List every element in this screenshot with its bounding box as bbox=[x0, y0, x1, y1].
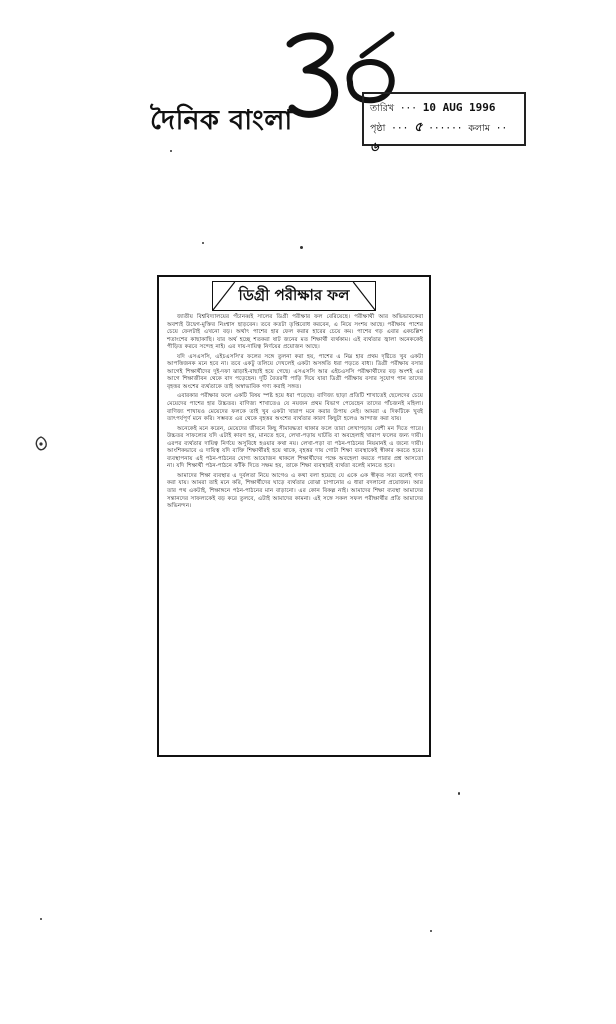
article-paragraph: আমাদের শিক্ষা ব্যবস্থার এ দুর্বলতা নিয়ে আগেও এ কথা বলা হয়েছে যে একে এক স্বীকৃত সত্য বলেই গণ্য করা যায়। আমরা তাই মনে করি, শিক্ষার্থীদের ঘাড়ে ব্যর্থতার বোঝা চাপানোর এ ধারা বদলানো প্রয়োজন। আর তার পথ একটাই, শিক্ষাঙ্গনে পঠন-পাঠনের মান বাড়ানো। এর কোন বিকল্প নাই। আমাদের শিক্ষা ব্যবস্থা আমাদের সন্তানদের সাফল্যকেই বড় করে তুলবে, এটাই আমাদের কামনা। এই সঙ্গে সকল সফল পরীক্ষার্থীর প্রতি আমাদের অভিনন্দন। bbox=[167, 472, 423, 510]
stamp-column-label: কলাম bbox=[468, 123, 491, 134]
headline-box bbox=[212, 281, 376, 311]
scan-speck bbox=[40, 918, 42, 920]
article-paragraph: অনেকেই মনে করেন, মেয়েদের জীবনে কিছু সীমাবদ্ধতা থাকার ফলে তারা লেখাপড়ায় বেশী মন দিতে পারে। উচ্চতর সাফল্যের যদি এটাই কারণ হয়, মানতে হবে, লেখা-পড়ায় ঘাটতি বা অবহেলাই খারাপ ফলের জন্য দায়ী। এরপর ব্যর্থতার দায়িত্ব নির্ণয়ে অসুবিধে হওয়ার কথা নয়। লেখা-পড়া বা পঠন-পাঠনের নিয়মানই এ জন্যে দায়ী। আংশিকভাবে এ দায়িত্ব যদি ব্যক্তি শিক্ষার্থীরই হয়ে থাকে, বৃহত্তর দায় গোটা শিক্ষা ব্যবস্থাকেই স্বীকার করতে হবে। ব্যবস্থাপনায় এই পঠন-পাঠনের যোগ্য আয়োজন থাকলে শিক্ষার্থীদের পক্ষে অবহেলা করতে পারার প্রশ্ন আসতো না। যদি শিক্ষার্থী পঠন-পাঠনে ফাঁকি দিতে সক্ষম হয়, তাকে শিক্ষা ব্যবস্থারই ব্যর্থতা বলেই মানতে হবে। bbox=[167, 425, 423, 470]
stamp-page-label: পৃষ্ঠা bbox=[370, 123, 386, 134]
article-body bbox=[159, 311, 429, 511]
stamp-date-row: তারিখ ··· 10 AUG 1996 bbox=[370, 101, 496, 114]
scan-edge-mark bbox=[34, 436, 48, 452]
scan-speck bbox=[170, 150, 172, 152]
scan-speck bbox=[300, 246, 303, 249]
scan-speck bbox=[430, 930, 432, 932]
stamp-page-value: ৫ bbox=[414, 120, 423, 135]
stamp-date-value: 10 AUG 1996 bbox=[422, 101, 496, 114]
scan-speck bbox=[202, 242, 204, 244]
editorial-clipping bbox=[157, 275, 431, 757]
article-headline: ডিগ্রী পরীক্ষার ফল bbox=[238, 286, 350, 304]
article-paragraph: যদি এসএসসি, এইচএসসি'র ফলের সঙ্গে তুলনা করা হয়, পাশের এ নিম্ন হার প্রথম দৃষ্টিতে খুব একটা আপত্তিজনক মনে হবে না। তবে একটু তলিয়ে দেখলেই একটা অসঙ্গতি ধরা পড়তে বাধ্য। ডিগ্রী পরীক্ষায় বসার আগেই শিক্ষার্থীদের দুই-দফা ঝাড়াই-বাছাই হয়ে গেছে। এসএসসি আর এইচএসসি পরীক্ষার্থীদের বড় অংশই এর আগে শিক্ষাজীবন থেকে বাদ পড়েছেন। দুটি বৈতরণী পাড়ি দিয়ে যারা ডিগ্রী পরীক্ষায় বসার সুযোগ পান তাদের বৃহত্তর অংশের ব্যর্থতাকে তাই অস্বাভাবিক গণ্য করাই সঙ্গত। bbox=[167, 353, 423, 390]
stamp-date-label: তারিখ bbox=[370, 103, 395, 114]
scan-speck bbox=[458, 792, 460, 795]
article-paragraph: এবারকার পরীক্ষার ফলে একটি বিষয় স্পষ্ট হয়ে ধরা পড়েছে। বাণিজ্য ছাড়া প্রতিটি শাখাতেই ছেলেদের চেয়ে মেয়েদের পাশের হার উচ্চতর। বাণিজ্য শাখাতেও যে নয়জন প্রথম বিভাগ পেয়েছেন তাদের পাঁচজনই মহিলা। বাণিজ্য শাখায়ও মেয়েদের ফলকে তাই খুব একটা খারাপ মনে করার উপায় নেই। আমরা এ দিকটিকে খুবই তাৎপর্যপূর্ণ মনে করি। সম্ভবত এর থেকে বৃহত্তর অংশের ব্যর্থতার কারণ কিছুটা হলেও আন্দাজ করা যায়। bbox=[167, 393, 423, 423]
headline-slash-marks bbox=[213, 282, 375, 310]
article-paragraph: জাতীয় বিশ্ববিদ্যালয়ের পঁচানব্বই সালের ডিগ্রী পরীক্ষার ফল বেরিয়েছে। পরীক্ষার্থী আর অভিভাবকেরা অবশ্যই উদ্বেগ-মুক্তির নিঃশ্বাস ছাড়বেন। তবে কতটা তৃপ্তিবোধ করবেন, এ নিয়ে সংশয় আছে। পরীক্ষায় পাশের চেয়ে ফেলটাই এখনো বড়। অর্থাৎ পাশের হার ফেল করার হারের চেয়ে কম। পাশের গড় এবার একচল্লিশ শতাংশের কাছাকাছি। যার অর্থ হচ্ছে শতকরা ষাট জনের মত শিক্ষার্থী ব্যর্থকাম। এই ব্যর্থতার জ্বালা অনেককেই পীড়িত করবে সন্দেহ নাই। এর দায়-দায়িত্ব নির্ণয়ের প্রয়োজন আছে। bbox=[167, 314, 423, 351]
archive-stamp bbox=[362, 92, 526, 155]
stamp-page-row: পৃষ্ঠা ··· ৫ ······ কলাম ·· ৬ bbox=[370, 120, 508, 155]
newspaper-name: দৈনিক বাংলা bbox=[150, 105, 293, 136]
stamp-column-value: ৬ bbox=[370, 140, 379, 155]
